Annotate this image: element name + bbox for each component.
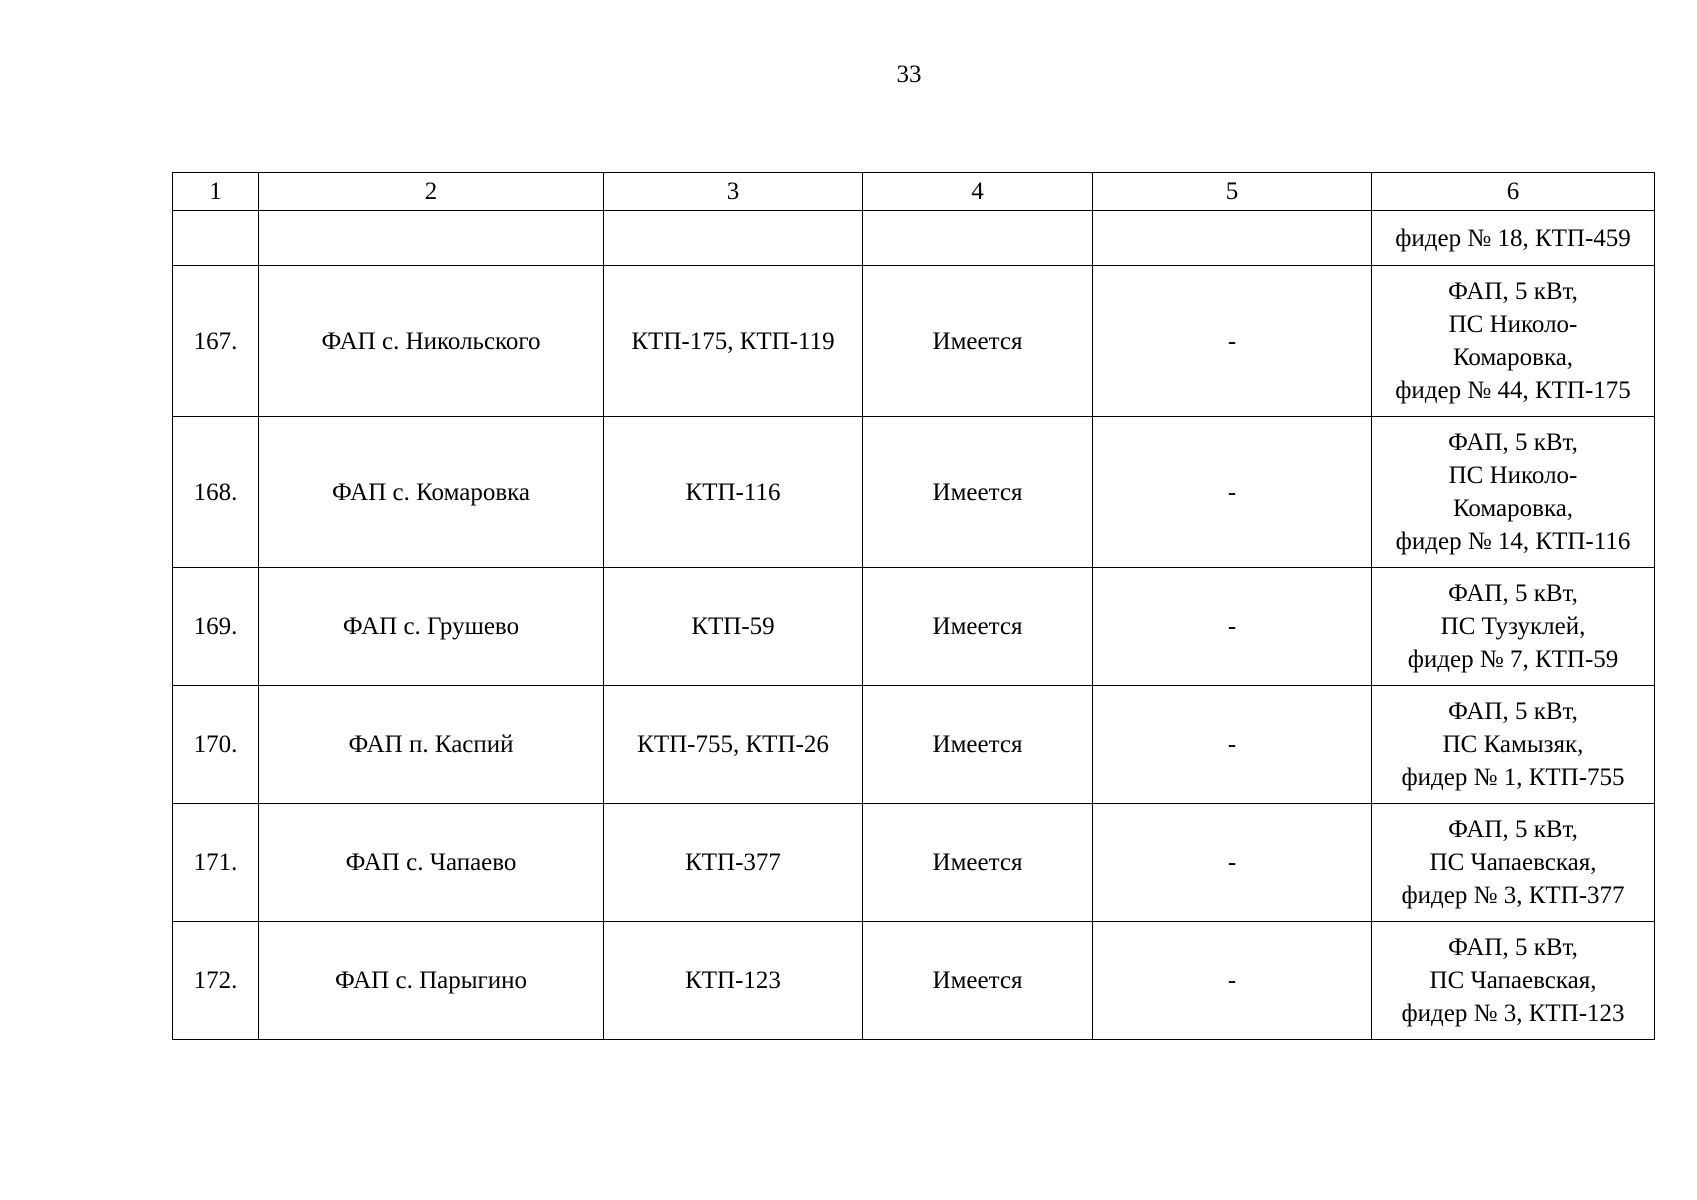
column-header: 5 xyxy=(1093,173,1372,211)
info-cell: ФАП, 5 кВт, ПС Чапаевская, фидер № 3, КТП-377 xyxy=(1372,804,1655,922)
row-number: 170. xyxy=(173,686,259,804)
table-row xyxy=(173,922,1655,1040)
row-number: 167. xyxy=(173,266,259,417)
col5-cell: - xyxy=(1093,266,1372,417)
table-cell-info: фидер № 18, КТП-459 xyxy=(1372,211,1655,266)
ktp-cell: КТП-116 xyxy=(604,417,863,568)
info-cell: ФАП, 5 кВт, ПС Николо- Комаровка, фидер № 44, КТП-175 xyxy=(1372,266,1655,417)
table-row-continuation xyxy=(173,211,1655,266)
column-header: 6 xyxy=(1372,173,1655,211)
column-header: 3 xyxy=(604,173,863,211)
table-header-row xyxy=(173,173,1655,211)
table-row xyxy=(173,804,1655,922)
column-header: 4 xyxy=(863,173,1093,211)
table-cell xyxy=(1093,211,1372,266)
row-number: 172. xyxy=(173,922,259,1040)
facility-name: ФАП п. Каспий xyxy=(259,686,604,804)
col5-cell: - xyxy=(1093,568,1372,686)
row-number: 169. xyxy=(173,568,259,686)
table-cell xyxy=(604,211,863,266)
ktp-cell: КТП-377 xyxy=(604,804,863,922)
status-cell: Имеется xyxy=(863,568,1093,686)
info-cell: ФАП, 5 кВт, ПС Тузуклей, фидер № 7, КТП-59 xyxy=(1372,568,1655,686)
info-cell: ФАП, 5 кВт, ПС Николо- Комаровка, фидер № 14, КТП-116 xyxy=(1372,417,1655,568)
table-cell xyxy=(863,211,1093,266)
status-cell: Имеется xyxy=(863,417,1093,568)
ktp-cell: КТП-175, КТП-119 xyxy=(604,266,863,417)
row-number: 171. xyxy=(173,804,259,922)
facility-name: ФАП с. Никольского xyxy=(259,266,604,417)
info-cell: ФАП, 5 кВт, ПС Камызяк, фидер № 1, КТП-755 xyxy=(1372,686,1655,804)
facility-name: ФАП с. Чапаево xyxy=(259,804,604,922)
table-cell xyxy=(173,211,259,266)
col5-cell: - xyxy=(1093,922,1372,1040)
col5-cell: - xyxy=(1093,804,1372,922)
col5-cell: - xyxy=(1093,417,1372,568)
status-cell: Имеется xyxy=(863,686,1093,804)
status-cell: Имеется xyxy=(863,804,1093,922)
ktp-cell: КТП-59 xyxy=(604,568,863,686)
status-cell: Имеется xyxy=(863,922,1093,1040)
column-header: 1 xyxy=(173,173,259,211)
facility-name: ФАП с. Комаровка xyxy=(259,417,604,568)
col5-cell: - xyxy=(1093,686,1372,804)
table-row xyxy=(173,686,1655,804)
table-row xyxy=(173,266,1655,417)
ktp-cell: КТП-755, КТП-26 xyxy=(604,686,863,804)
ktp-cell: КТП-123 xyxy=(604,922,863,1040)
facility-name: ФАП с. Парыгино xyxy=(259,922,604,1040)
info-cell: ФАП, 5 кВт, ПС Чапаевская, фидер № 3, КТП-123 xyxy=(1372,922,1655,1040)
facility-name: ФАП с. Грушево xyxy=(259,568,604,686)
facilities-table xyxy=(172,172,1655,1040)
status-cell: Имеется xyxy=(863,266,1093,417)
column-header: 2 xyxy=(259,173,604,211)
page-number: 33 xyxy=(896,61,922,88)
table-cell xyxy=(259,211,604,266)
table-row xyxy=(173,568,1655,686)
row-number: 168. xyxy=(173,417,259,568)
table-row xyxy=(173,417,1655,568)
